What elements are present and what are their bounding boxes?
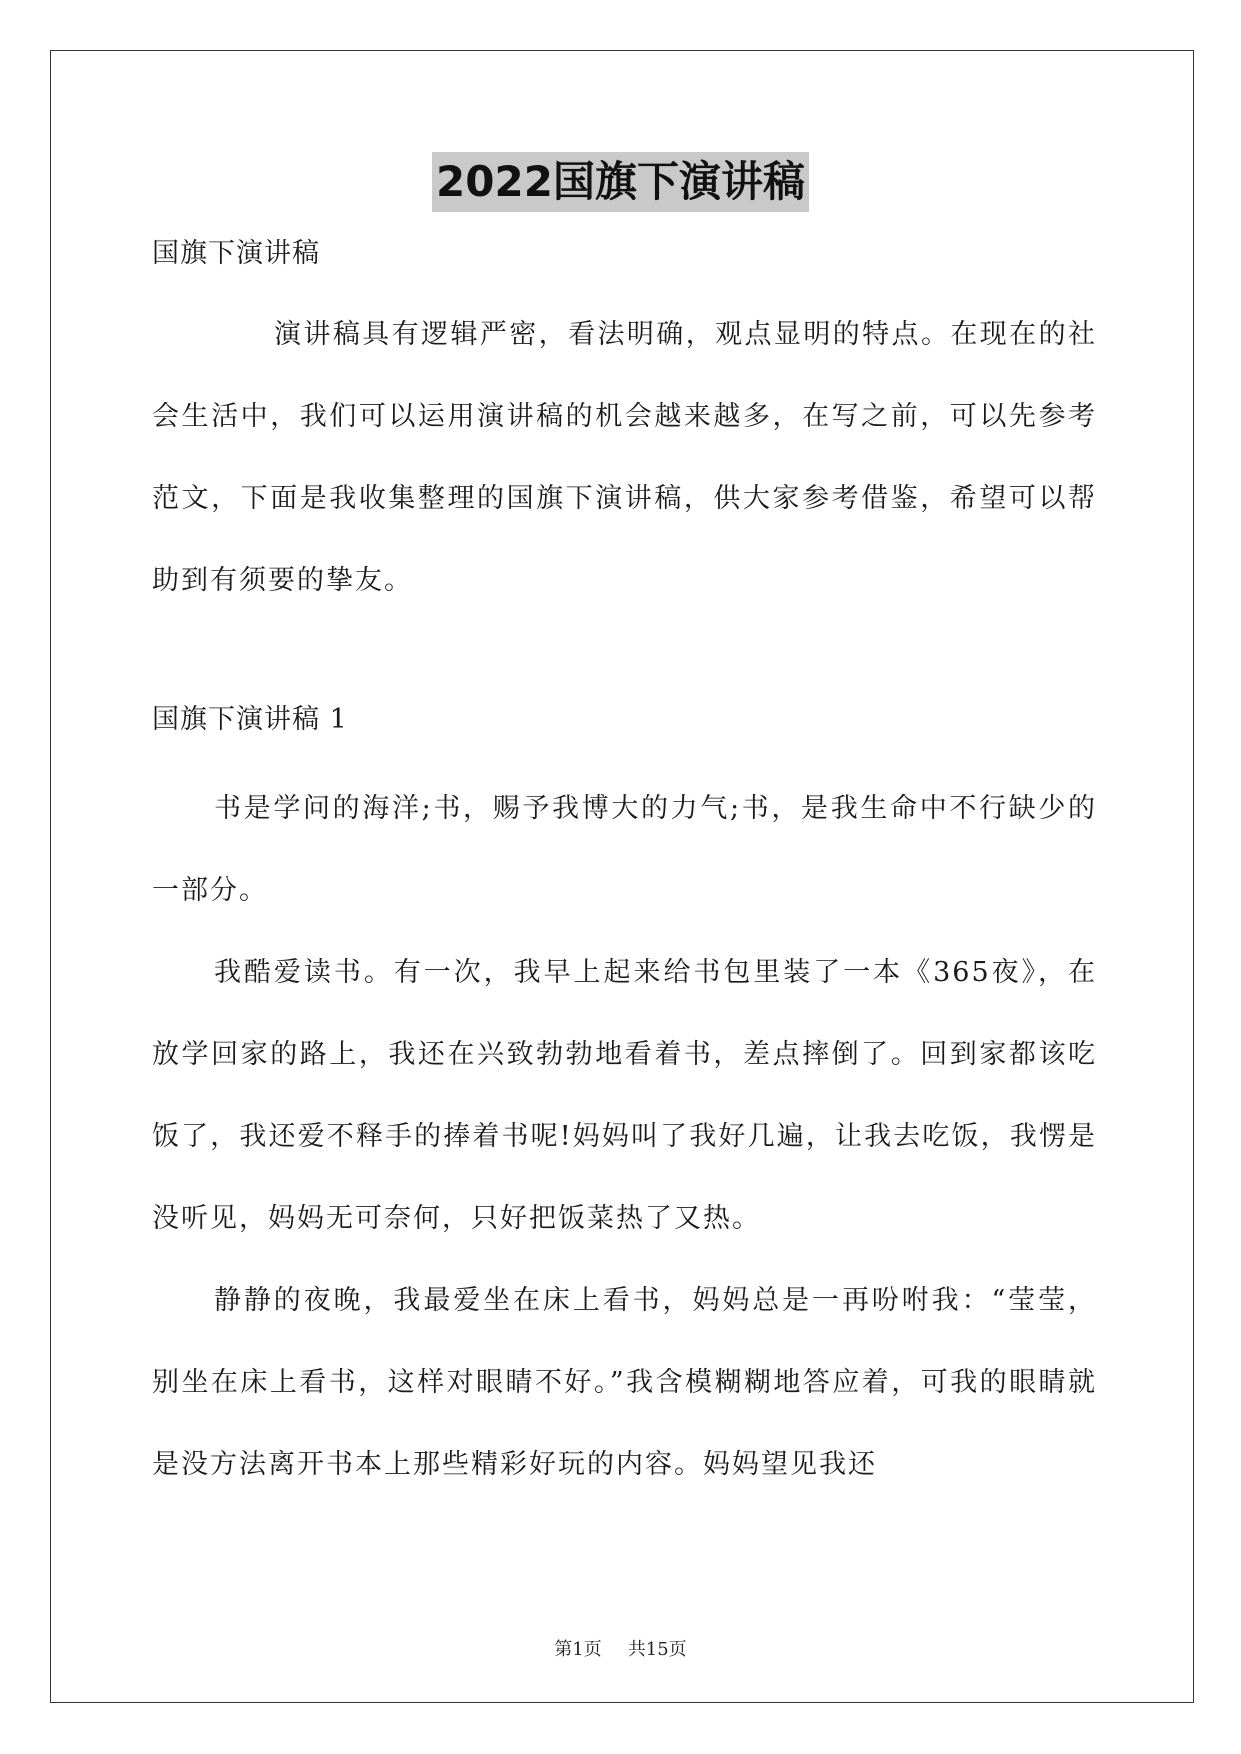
intro-paragraph: 演讲稿具有逻辑严密，看法明确，观点显明的特点。在现在的社会生活中，我们可以运用演讲稿的机会越来越多，在写之前，可以先参考范文，下面是我收集整理的国旗下演讲稿，供大家参考借鉴，希望可以帮助到有须要的挚友。 <box>152 319 1097 596</box>
page-total: 共15页 <box>627 1639 687 1660</box>
document-title: 2022国旗下演讲稿 <box>432 152 809 212</box>
body-paragraph-1: 书是学问的海洋;书，赐予我博大的力气;书，是我生命中不行缺少的一部分。 <box>152 793 1097 906</box>
intro-heading: 国旗下演讲稿 <box>152 238 320 269</box>
body-paragraph-3: 静静的夜晚，我最爱坐在床上看书，妈妈总是一再吩咐我：“莹莹，别坐在床上看书，这样对眼睛不好。”我含模糊糊地答应着，可我的眼睛就是没方法离开书本上那些精彩好玩的内容。妈妈望见我还 <box>152 1285 1097 1480</box>
section-heading: 国旗下演讲稿 1 <box>152 704 348 735</box>
body-paragraph-2: 我酷爱读书。有一次，我早上起来给书包里装了一本《365夜》，在放学回家的路上，我还在兴致勃勃地看着书，差点摔倒了。回到家都该吃饭了，我还爱不释手的捧着书呢!妈妈叫了我好几遍，让我去吃饭，我愣是没听见，妈妈无可奈何，只好把饭菜热了又热。 <box>152 957 1097 1234</box>
document-title-row <box>0 152 1241 212</box>
page-number: 第1页 <box>554 1639 602 1660</box>
page-footer <box>0 1635 1241 1661</box>
document-body <box>152 232 1097 1506</box>
